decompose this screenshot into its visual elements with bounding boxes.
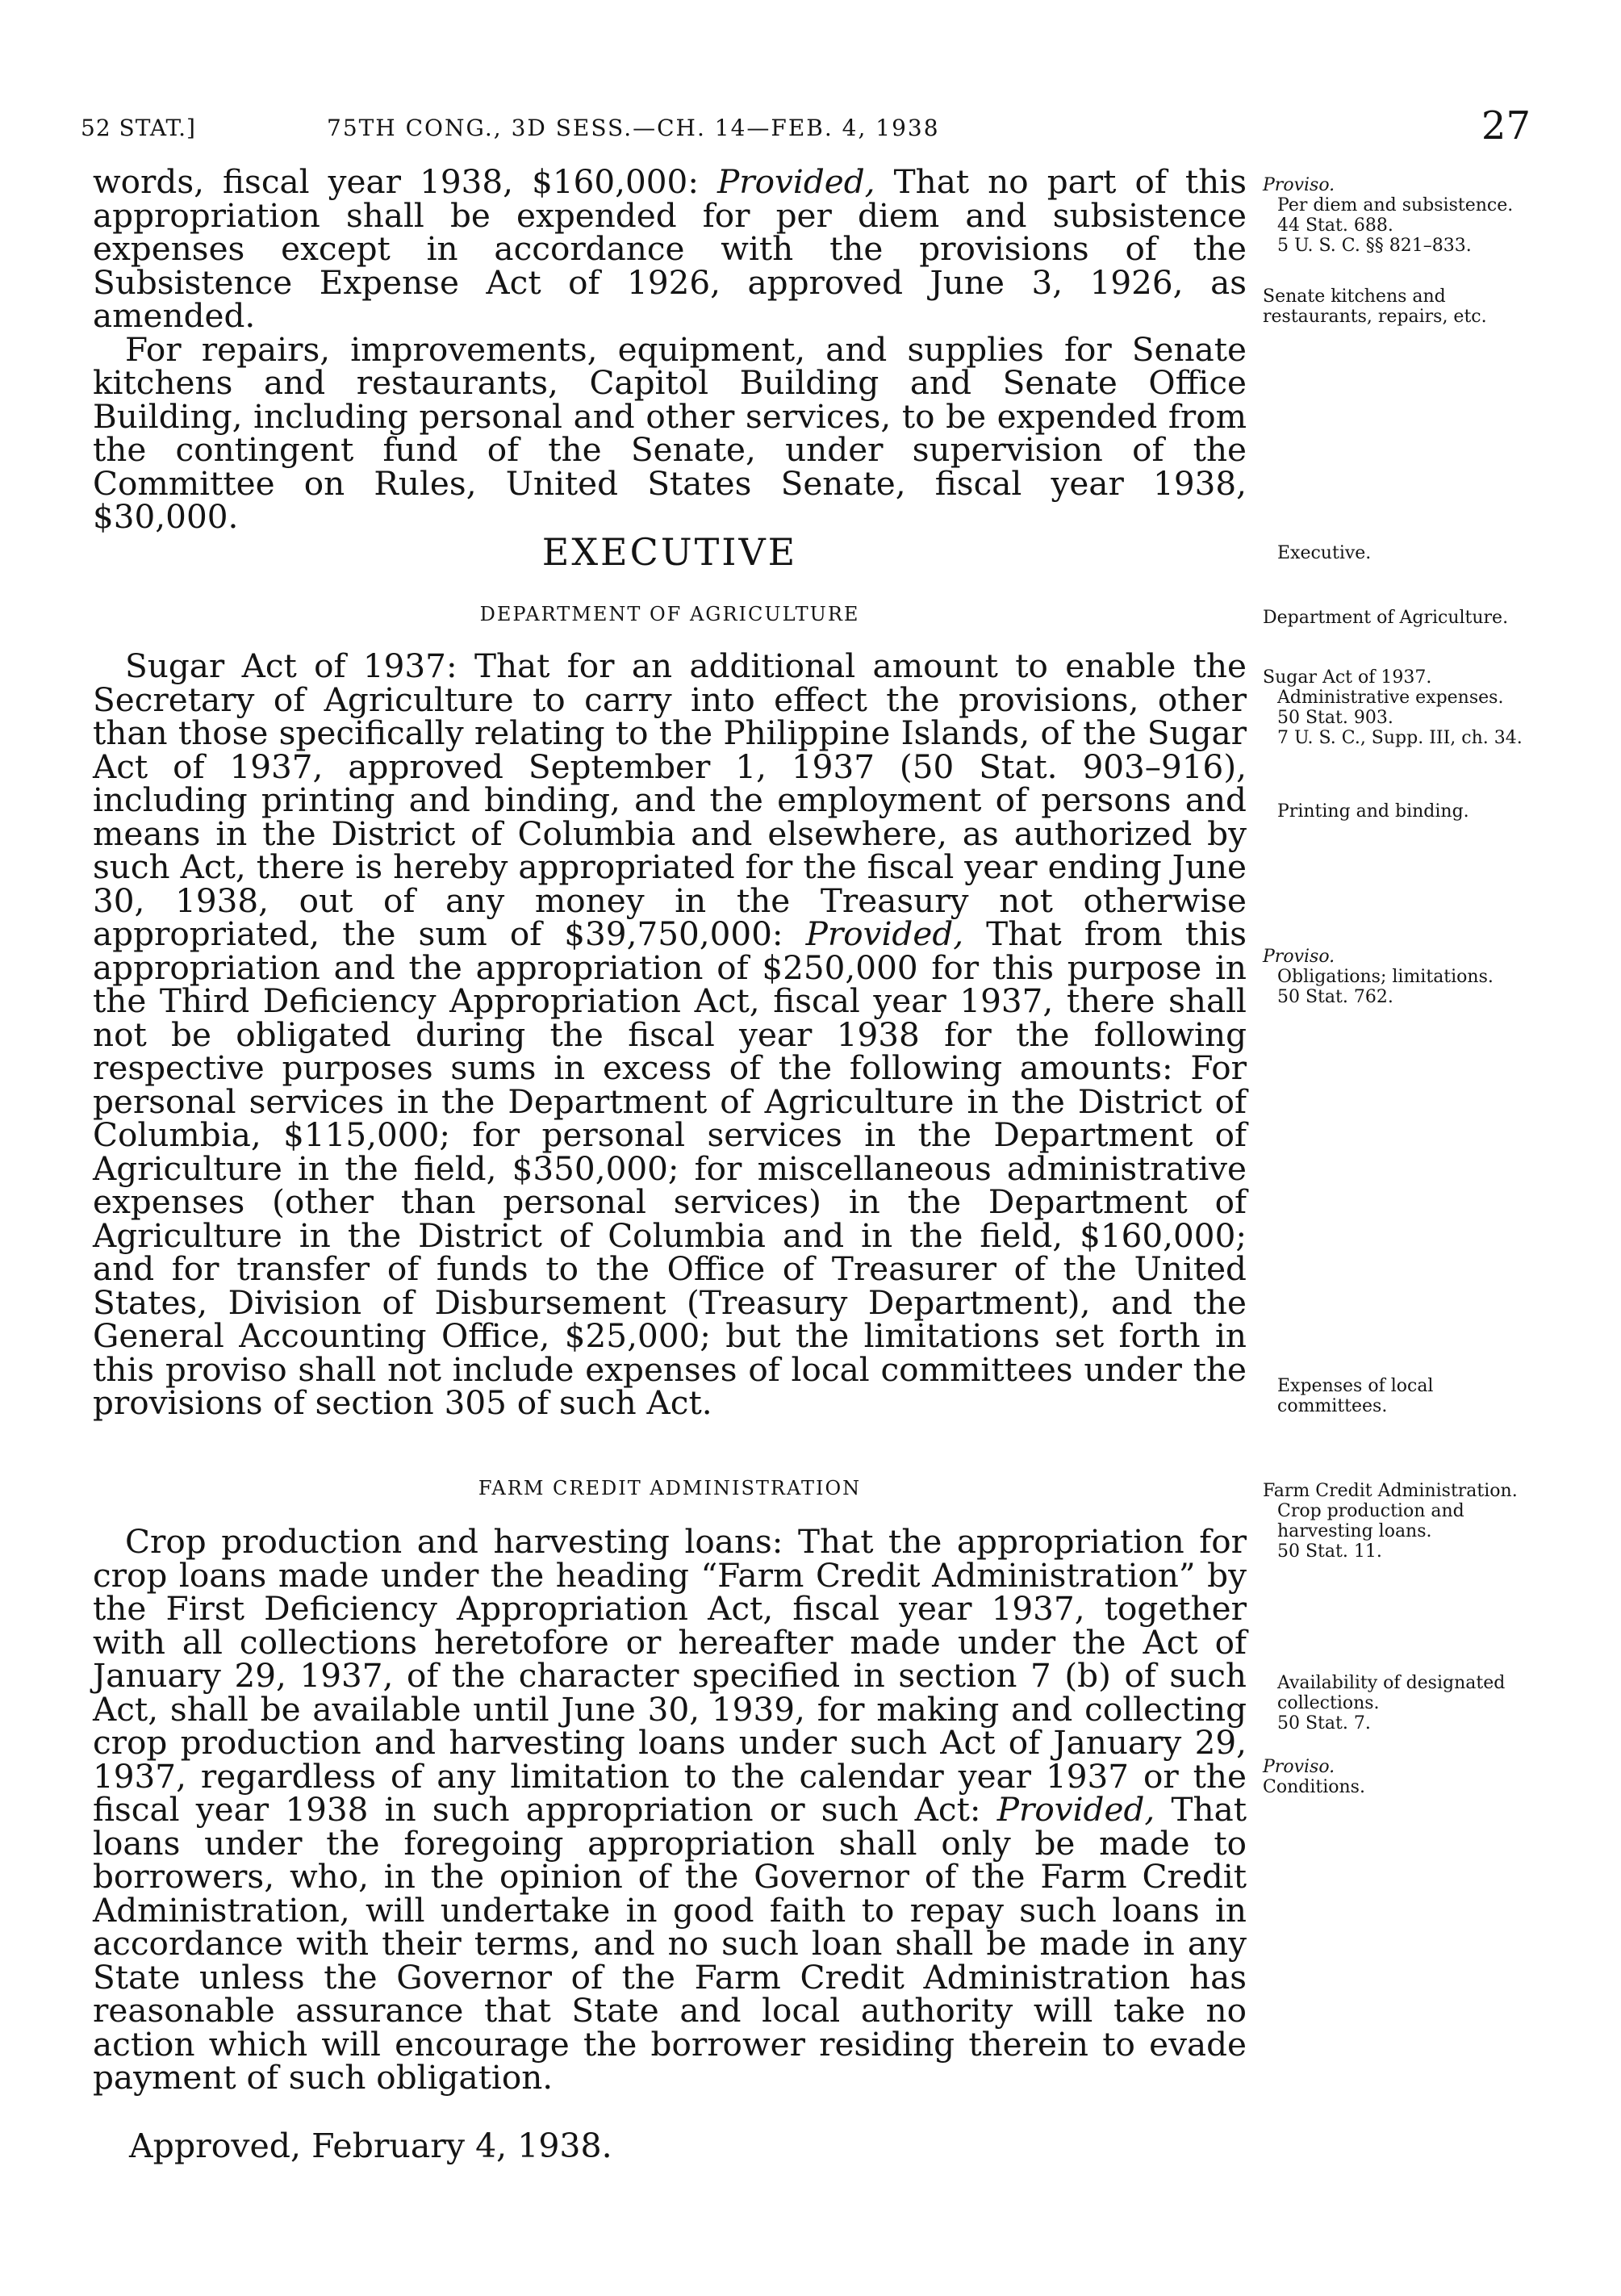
sidenote-proviso: Proviso. xyxy=(1263,175,1335,195)
sidenote-sugar-act: Sugar Act of 1937. xyxy=(1263,667,1432,688)
sidenote-5-usc: 5 U. S. C. §§ 821–833. xyxy=(1277,236,1472,256)
paragraph-senate-kitchens: For repairs, improvements, equipment, and supplies for Senate kitchens and restaurants, Capitol Building and Senate Office Building, including personal and other services, to be expended from the contingent fund of the Senate, under supervision of the Committee on Rules, United States Senate, fiscal year 1938, $30,000. xyxy=(93,329,1247,536)
sidenote-proviso-3: Proviso. xyxy=(1263,1757,1335,1777)
sidenote-group-agriculture xyxy=(1263,608,1541,628)
sidenote-printing-binding: Printing and binding. xyxy=(1277,801,1469,822)
page-number: 27 xyxy=(1481,103,1531,148)
sidenote-group-proviso xyxy=(1263,175,1541,256)
sidenote-group-sugar xyxy=(1263,667,1541,748)
header-session-info: 75TH CONG., 3D SESS.—CH. 14—FEB. 4, 1938 xyxy=(327,115,940,141)
running-header xyxy=(81,103,1531,152)
heading-department-of-agriculture: DEPARTMENT OF AGRICULTURE xyxy=(479,603,860,625)
sidenote-7-usc: 7 U. S. C., Supp. III, ch. 34. xyxy=(1277,728,1523,748)
sidenote-group-farm-credit xyxy=(1263,1481,1541,1562)
sidenote-crop-loans: Crop production and harvesting loans. xyxy=(1277,1501,1464,1541)
sidenote-executive: Executive. xyxy=(1277,543,1372,563)
sidenote-50-stat-7: 50 Stat. 7. xyxy=(1277,1713,1371,1734)
p3-text-b: That from this appropriation and the appropriation of $250,000 for this purpose in the Third Deficiency Appropriation Act, fiscal year 1937, there shall not be obligated during the fiscal year 1938 for the following respective purposes sums in excess of the following amounts: For personal services in the Department of Agriculture in the District of Columbia, $115,000; for personal services in the Department of Agriculture in the field, $350,000; for miscellaneous administrative expenses (other than personal services) in the Department of Agriculture in the District of Columbia and in the field, $160,000; and for transfer of funds to the Office of Treasurer of the United States, Division of Disbursement (Treasury Department), and the General Accounting Office, $25,000; but the limitations set forth in this proviso shall not include expenses of local committees under the provisions of section 305 of such Act. xyxy=(93,914,1247,1422)
p3-text-a: Sugar Act of 1937: That for an additional amount to enable the Secretary of Agriculture to carry into effect the provisions, other than those specifically relating to the Philippine Islands, of the Sugar Act of 1937, approved September 1, 1937 (50 Stat. 903–916), including printing and binding, and the employment of persons and means in the District of Columbia and elsewhere, as authorized by such Act, there is hereby appropriated for the fiscal year ending June 30, 1938, out of any money in the Treasury not otherwise appropriated, the sum of $39,750,000: xyxy=(93,646,1247,953)
sidenote-group-obligations xyxy=(1263,947,1541,1007)
p4-text-b: That loans under the foregoing appropriation shall only be made to borrowers, who, in the opinion of the Governor of the Farm Credit Administration, will undertake in good faith to repay such loans in accordance with their terms, and no such loan shall be made in any State unless the Governor of the Farm Credit Administration has reasonable assurance that State and local authority will take no action which will encourage the borrower residing therein to evade payment of such obligation. xyxy=(93,1790,1247,2097)
sidenote-proviso-2: Proviso. xyxy=(1263,947,1335,967)
sidenote-50-stat-11: 50 Stat. 11. xyxy=(1277,1541,1382,1562)
sidenote-group-local-committees xyxy=(1263,1376,1541,1416)
sidenote-group-senate xyxy=(1263,286,1541,327)
sidenote-group-availability xyxy=(1263,1673,1541,1734)
opening-paragraphs xyxy=(93,162,1247,536)
sidenote-senate-kitchens: Senate kitchens and restaurants, repairs, etc. xyxy=(1263,286,1487,327)
sidenote-farm-credit: Farm Credit Administration. xyxy=(1263,1481,1518,1501)
sidenote-group-conditions xyxy=(1263,1757,1541,1797)
p1-text-b: That no part of this appropriation shall be expended for per diem and subsistence expenses except in accordance with the provisions of the Subsistence Expense Act of 1926, approved June 3, 1926, as amended. xyxy=(93,162,1247,335)
heading-executive: EXECUTIVE xyxy=(541,530,798,574)
p4-text-a: Crop production and harvesting loans: That the appropriation for crop loans made under the heading “Farm Credit Administration” by the First Deficiency Appropriation Act, fiscal year 1937, together with all collections heretofore or hereafter made under the Act of January 29, 1937, of the character specified in section 7 (b) of such Act, shall be available until June 30, 1939, for making and collecting crop production and harvesting loans under such Act of January 29, 1937, regardless of any limitation to the calendar year 1937 or the fiscal year 1938 in such appropriation or such Act: xyxy=(93,1522,1247,1829)
p1-text-a: words, fiscal year 1938, $160,000: xyxy=(93,162,718,201)
sidenote-group-executive xyxy=(1263,543,1541,563)
approval-date: Approved, February 4, 1938. xyxy=(129,2127,612,2165)
header-statute-ref: 52 STAT.] xyxy=(81,115,196,141)
p1-provided: Provided, xyxy=(717,162,875,201)
sidenote-department-of-agriculture: Department of Agriculture. xyxy=(1263,608,1509,628)
p4-provided: Provided, xyxy=(996,1790,1155,1829)
sidenote-conditions: Conditions. xyxy=(1263,1777,1365,1797)
sidenote-44-stat: 44 Stat. 688. xyxy=(1277,215,1393,236)
farm-credit-section xyxy=(93,1522,1247,2097)
sidenote-admin-expenses: Administrative expenses. xyxy=(1277,688,1504,708)
sidenote-50-stat-762: 50 Stat. 762. xyxy=(1277,987,1393,1007)
sidenote-50-stat-903: 50 Stat. 903. xyxy=(1277,708,1393,728)
sugar-act-section xyxy=(93,646,1247,1422)
p3-provided: Provided, xyxy=(805,914,964,953)
sidenote-group-printing xyxy=(1263,801,1541,822)
sidenote-availability: Availability of designated collections. xyxy=(1277,1673,1506,1713)
heading-farm-credit-administration: FARM CREDIT ADMINISTRATION xyxy=(478,1477,862,1499)
sidenote-local-committees: Expenses of local committees. xyxy=(1277,1376,1434,1416)
sidenote-per-diem: Per diem and subsistence. xyxy=(1277,195,1514,215)
sidenote-obligations: Obligations; limitations. xyxy=(1277,967,1494,987)
paragraph-sugar-act xyxy=(93,646,1247,1422)
paragraph-per-diem-proviso xyxy=(93,162,1247,335)
paragraph-crop-loans xyxy=(93,1522,1247,2097)
